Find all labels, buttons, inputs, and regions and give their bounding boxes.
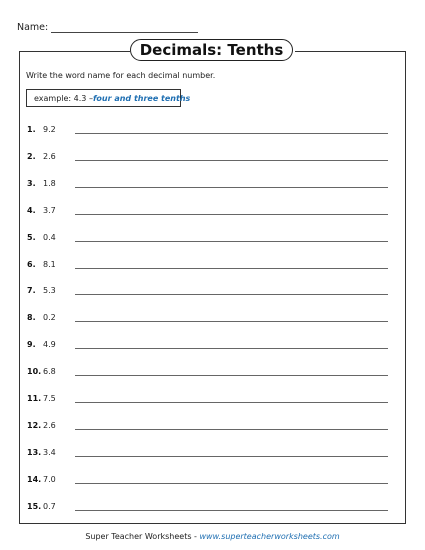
instructions-text: Write the word name for each decimal number. [26,71,216,80]
problem-number: 1. [27,125,36,134]
problem-value: 7.5 [43,394,56,403]
problem-value: 1.8 [43,178,56,188]
problem-value: 0.7 [43,501,56,511]
problem-value: 2.6 [43,151,56,161]
problem-number: 3. [27,178,36,188]
problem-value: 5.3 [43,286,56,296]
problem-row [27,340,389,352]
footer [0,532,425,541]
problem-row [27,421,389,433]
problem-value: 3.4 [43,447,56,457]
answer-line[interactable] [75,214,388,215]
answer-line[interactable] [75,241,388,242]
problem-value: 0.4 [43,232,56,242]
answer-line[interactable] [75,402,388,403]
problem-number: 5. [27,232,36,242]
answer-line[interactable] [75,187,388,188]
problem-number: 2. [27,151,36,161]
problem-value: 7.0 [43,474,56,484]
problem-row [27,260,389,272]
answer-line[interactable] [75,348,388,349]
answer-line[interactable] [75,510,388,511]
footer-text: Super Teacher Worksheets - [85,532,200,541]
problem-row [27,286,389,298]
problem-value: 4.9 [43,340,56,350]
example-prefix: example: 4.3 – [34,93,93,103]
answer-line[interactable] [75,133,388,134]
problem-row [27,233,389,245]
problem-value: 9.2 [43,125,56,134]
answer-line[interactable] [75,483,388,484]
problem-row [27,475,389,487]
problem-number: 15. [27,501,42,511]
footer-site-link[interactable]: www.superteacherworksheets.com [199,532,340,541]
problem-row [27,367,389,379]
problem-value: 0.2 [43,313,56,323]
problem-number: 6. [27,259,36,269]
problem-row [27,313,389,325]
problem-row [27,502,389,514]
problem-value: 3.7 [43,205,56,215]
problem-value: 8.1 [43,259,56,269]
problem-number: 11. [27,394,42,403]
problem-row [27,152,389,164]
problem-number: 14. [27,474,42,484]
problem-number: 8. [27,313,36,323]
problem-row [27,125,389,137]
problem-row [27,448,389,460]
answer-line[interactable] [75,456,388,457]
answer-line[interactable] [75,268,388,269]
answer-line[interactable] [75,160,388,161]
problem-row [27,179,389,191]
answer-line[interactable] [75,321,388,322]
problem-number: 12. [27,420,42,430]
problem-number: 4. [27,205,36,215]
example-answer: four and three tenths [92,93,191,103]
problem-value: 6.8 [43,367,56,377]
problem-number: 13. [27,447,42,457]
worksheet-title: Decimals: Tenths [130,39,293,61]
name-label: Name: [17,22,49,33]
problem-number: 7. [27,286,36,296]
answer-line[interactable] [75,429,388,430]
problem-row [27,206,389,218]
problem-number: 9. [27,340,36,350]
problem-number: 10. [27,367,42,377]
problem-value: 2.6 [43,420,56,430]
answer-line[interactable] [75,294,388,295]
answer-line[interactable] [75,375,388,376]
problem-row [27,394,389,406]
